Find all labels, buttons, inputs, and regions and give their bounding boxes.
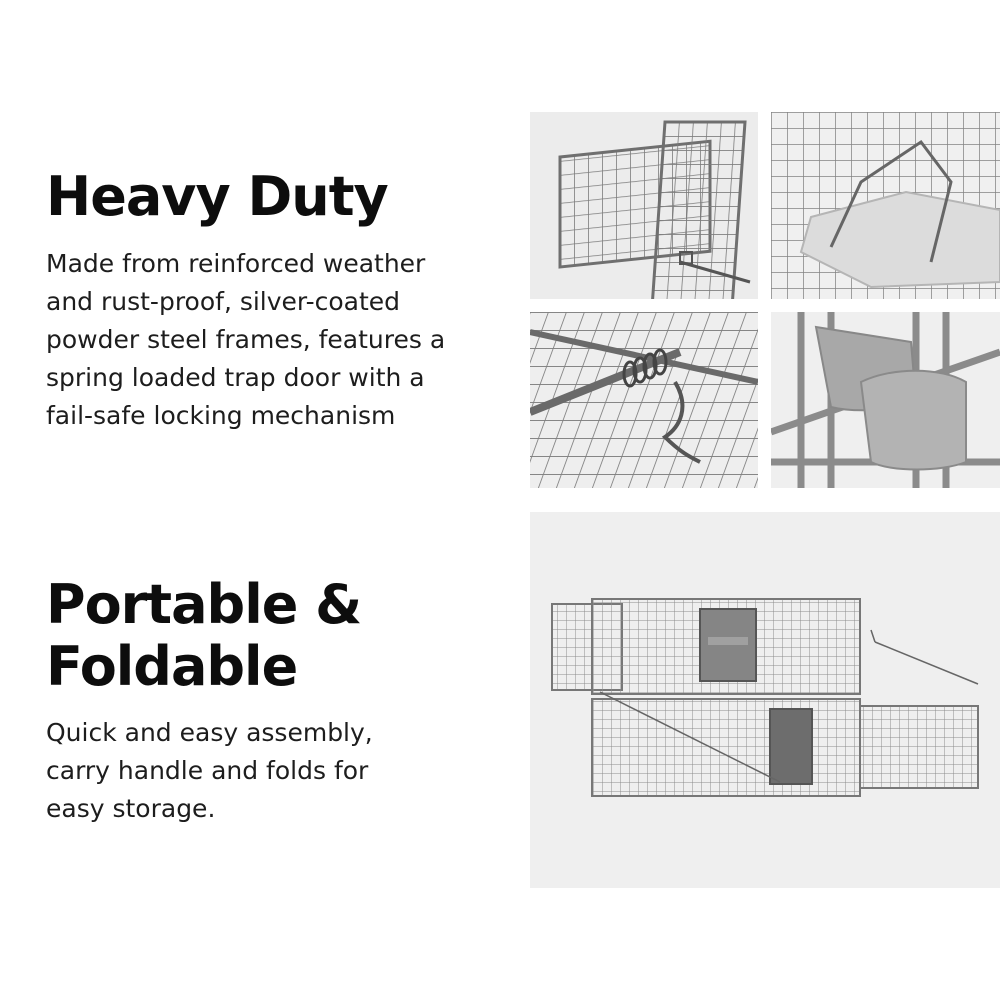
description-line: easy storage. <box>46 794 216 823</box>
portable-foldable-description <box>46 714 486 828</box>
portable-foldable-heading <box>46 574 361 698</box>
description-line: fail-safe locking mechanism <box>46 401 396 430</box>
folded-cage-illustration <box>530 512 1000 888</box>
door-spring-illustration <box>530 312 758 488</box>
description-line: Made from reinforced weather <box>46 249 426 278</box>
heading-line: Portable & <box>46 573 362 636</box>
folded-cage-photo <box>530 512 1000 888</box>
locking-clip-illustration <box>771 312 1000 488</box>
description-line: powder steel frames, features a <box>46 325 446 354</box>
trigger-plate-illustration <box>771 112 1000 299</box>
heavy-duty-description <box>46 245 486 435</box>
description-line: Quick and easy assembly, <box>46 718 373 747</box>
heading-line: Foldable <box>46 635 298 698</box>
trap-door-illustration <box>530 112 758 299</box>
trigger-plate-photo <box>771 112 1000 299</box>
heavy-duty-heading: Heavy Duty <box>46 165 388 228</box>
door-spring-photo <box>530 312 758 488</box>
locking-clip-photo <box>771 312 1000 488</box>
description-line: carry handle and folds for <box>46 756 369 785</box>
description-line: spring loaded trap door with a <box>46 363 425 392</box>
trap-door-photo <box>530 112 758 299</box>
description-line: and rust-proof, silver-coated <box>46 287 401 316</box>
